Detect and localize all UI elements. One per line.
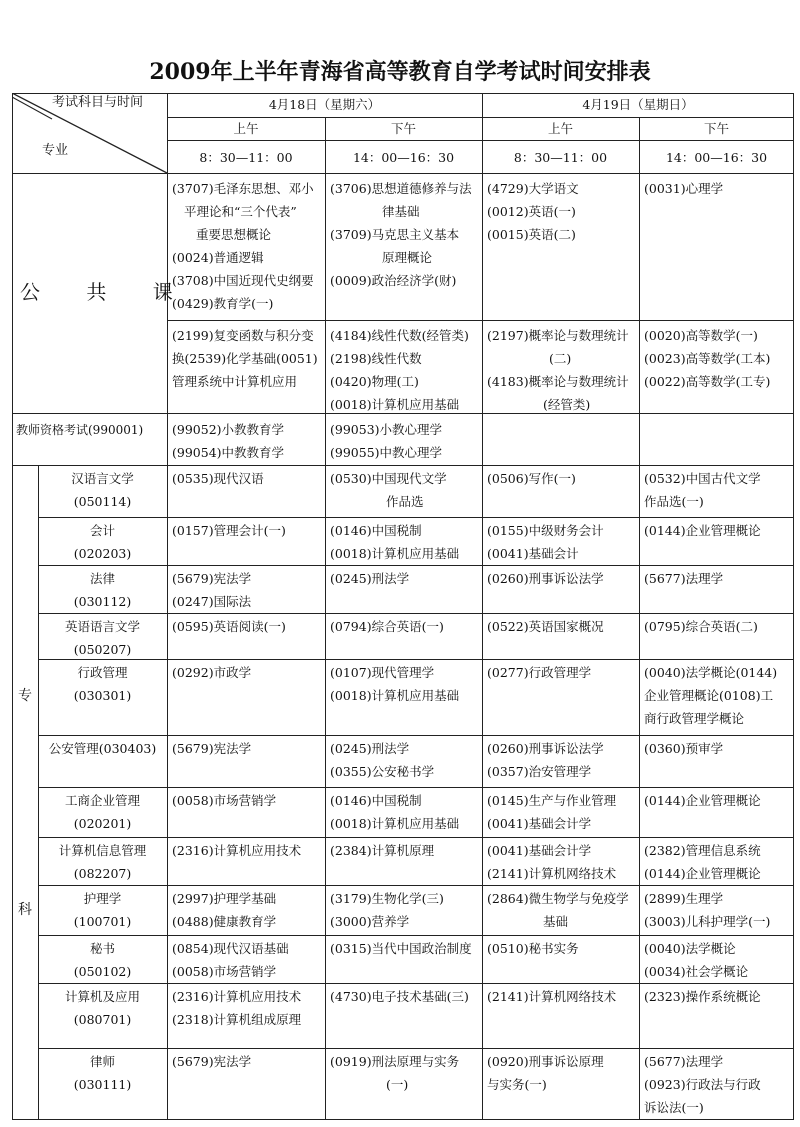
day1-pm-period: 下午	[390, 121, 416, 136]
major-name: 工商企业管理 (020201)	[64, 793, 140, 831]
public-b1-c4: (0031)心理学	[644, 181, 724, 196]
major-exam-cell: (0155)中级财务会计 (0041)基础会计	[487, 523, 604, 561]
major-exam-cell: (0522)英语国家概况	[487, 619, 604, 634]
major-exam-cell: (0919)刑法原理与实务 (一)	[330, 1054, 460, 1092]
rule-right	[793, 93, 794, 1119]
major-exam-cell: (0245)刑法学	[330, 571, 410, 586]
major-exam-cell: (0245)刑法学 (0355)公安秘书学	[330, 741, 435, 779]
rule-major	[38, 1048, 794, 1049]
major-name: 法律 (030112)	[73, 571, 132, 609]
major-exam-cell: (5679)宪法学	[172, 1054, 252, 1069]
public-b2-c3: (2197)概率论与数理统计 (二) (4183)概率论与数理统计 (经管类)	[487, 328, 629, 412]
major-exam-cell: (2384)计算机原理	[330, 843, 435, 858]
major-exam-cell: (0532)中国古代文学 作品选(一)	[644, 471, 761, 509]
major-exam-cell: (2899)生理学 (3003)儿科护理学(一)	[644, 891, 771, 929]
major-exam-cell: (0506)写作(一)	[487, 471, 576, 486]
specialty-label-bottom: 科	[18, 902, 32, 918]
rule-major	[38, 735, 794, 736]
rule-public-split	[167, 320, 794, 321]
major-exam-cell: (0146)中国税制 (0018)计算机应用基础	[330, 523, 460, 561]
day1-date: 4月18日（星期六）	[268, 97, 381, 112]
major-exam-cell: (0260)刑事诉讼法学	[487, 571, 604, 586]
major-exam-cell: (0854)现代汉语基础 (0058)市场营销学	[172, 941, 289, 979]
major-exam-cell: (2316)计算机应用技术	[172, 843, 302, 858]
major-exam-cell: (0040)法学概论(0144) 企业管理概论(0108)工 商行政管理学概论	[644, 665, 778, 726]
major-name: 计算机信息管理 (082207)	[58, 843, 147, 881]
major-exam-cell: (0510)秘书实务	[487, 941, 579, 956]
teacher-c1: (99052)小教教育学 (99054)中教教育学	[172, 422, 285, 460]
major-exam-cell: (0040)法学概论 (0034)社会学概论	[644, 941, 749, 979]
major-exam-cell: (0292)市政学	[172, 665, 252, 680]
major-exam-cell: (5679)宪法学	[172, 741, 252, 756]
major-exam-cell: (2997)护理学基础 (0488)健康教育学	[172, 891, 277, 929]
rule-left	[12, 93, 13, 1119]
major-exam-cell: (2316)计算机应用技术 (2318)计算机组成原理	[172, 989, 302, 1027]
teacher-exam-label: 教师资格考试(990001)	[16, 423, 144, 437]
major-exam-cell: (0535)现代汉语	[172, 471, 264, 486]
major-exam-cell: (0157)管理会计(一)	[172, 523, 286, 538]
day1-am-time: 8：30—11：00	[199, 150, 293, 165]
rule-major	[38, 787, 794, 788]
rule-major	[38, 885, 794, 886]
major-exam-cell: (4730)电子技术基础(三)	[330, 989, 469, 1004]
major-name: 秘书 (050102)	[73, 941, 132, 979]
day2-am-period: 上午	[547, 121, 573, 136]
rule-col	[167, 93, 168, 1119]
major-exam-cell: (2141)计算机网络技术	[487, 989, 617, 1004]
major-exam-cell: (0058)市场营销学	[172, 793, 277, 808]
rule-col	[325, 117, 326, 1119]
teacher-c2: (99053)小教心理学 (99055)中教心理学	[330, 422, 443, 460]
major-name: 英语语言文学 (050207)	[64, 619, 140, 657]
public-b2-c2: (4184)线性代数(经管类) (2198)线性代数 (0420)物理(工) (0018)计算机应用基础	[330, 328, 469, 412]
day2-pm-period: 下午	[703, 121, 729, 136]
corner-bottom-label: 专业	[42, 143, 69, 158]
rule-major	[38, 613, 794, 614]
rule-major	[38, 517, 794, 518]
major-exam-cell: (0795)综合英语(二)	[644, 619, 758, 634]
rule-bottom	[12, 1119, 794, 1120]
rule-major	[38, 837, 794, 838]
schedule-table	[12, 93, 794, 1121]
major-name: 计算机及应用 (080701)	[64, 989, 140, 1027]
day2-pm-time: 14：00—16：30	[665, 150, 768, 165]
major-exam-cell: (3179)生物化学(三) (3000)营养学	[330, 891, 444, 929]
major-exam-cell: (0144)企业管理概论	[644, 793, 761, 808]
major-exam-cell: (0041)基础会计学 (2141)计算机网络技术	[487, 843, 617, 881]
major-name: 律师 (030111)	[73, 1054, 132, 1092]
major-exam-cell: (0794)综合英语(一)	[330, 619, 444, 634]
major-exam-cell: (0144)企业管理概论	[644, 523, 761, 538]
public-course-label: 公 共 课	[20, 280, 193, 304]
rule-teacher-bottom	[12, 465, 794, 466]
day1-am-period: 上午	[233, 121, 259, 136]
rule-period-bottom	[167, 140, 794, 141]
major-exam-cell: (0595)英语阅读(一)	[172, 619, 286, 634]
rule-col	[482, 93, 483, 1119]
rule-col	[639, 117, 640, 1119]
major-exam-cell: (5679)宪法学 (0247)国际法	[172, 571, 252, 609]
corner-top-label: 考试科目与时间	[52, 95, 144, 110]
major-exam-cell: (2323)操作系统概论	[644, 989, 761, 1004]
major-exam-cell: (5677)法理学 (0923)行政法与行政 诉讼法(一)	[644, 1054, 761, 1115]
page-title: 2009年上半年青海省高等教育自学考试时间安排表	[149, 59, 651, 85]
major-exam-cell: (2864)微生物学与免疫学 基础	[487, 891, 629, 929]
rule-major	[38, 565, 794, 566]
rule-major	[38, 983, 794, 984]
public-b1-c1: (3707)毛泽东思想、邓小 平理论和“三个代表” 重要思想概论 (0024)普通逻辑 (3708)中国近现代史纲要 (0429)教育学(一)	[172, 181, 314, 311]
major-exam-cell: (0146)中国税制 (0018)计算机应用基础	[330, 793, 460, 831]
major-exam-cell: (2382)管理信息系统 (0144)企业管理概论	[644, 843, 761, 881]
major-exam-cell: (0920)刑事诉讼原理 与实务(一)	[487, 1054, 604, 1092]
major-exam-cell: (5677)法理学	[644, 571, 724, 586]
major-name: 公安管理(030403)	[48, 741, 157, 756]
day1-pm-time: 14：00—16：30	[352, 150, 455, 165]
public-b2-c4: (0020)高等数学(一) (0023)高等数学(工本) (0022)高等数学(工专)	[644, 328, 771, 389]
major-name: 行政管理 (030301)	[73, 665, 132, 703]
specialty-label-top: 专	[18, 688, 32, 704]
public-b2-c1: (2199)复变函数与积分变 换(2539)化学基础(0051) 管理系统中计算机应用	[172, 328, 318, 389]
public-b1-c2: (3706)思想道德修养与法 律基础 (3709)马克思主义基本 原理概论 (0009)政治经济学(财)	[330, 181, 472, 288]
day2-date: 4月19日（星期日）	[582, 97, 694, 112]
major-name: 护理学 (100701)	[73, 891, 132, 929]
major-name: 汉语言文学 (050114)	[71, 471, 134, 509]
day2-am-time: 8：30—11：00	[513, 150, 608, 165]
major-exam-cell: (0145)生产与作业管理 (0041)基础会计学	[487, 793, 617, 831]
major-exam-cell: (0315)当代中国政治制度	[330, 941, 472, 956]
major-exam-cell: (0360)预审学	[644, 741, 724, 756]
major-name: 会计 (020203)	[73, 523, 132, 561]
major-exam-cell: (0277)行政管理学	[487, 665, 592, 680]
public-b1-c3: (4729)大学语文 (0012)英语(一) (0015)英语(二)	[487, 181, 579, 242]
major-exam-cell: (0107)现代管理学 (0018)计算机应用基础	[330, 665, 460, 703]
major-exam-cell: (0530)中国现代文学 作品选	[330, 471, 447, 509]
major-exam-cell: (0260)刑事诉讼法学 (0357)治安管理学	[487, 741, 604, 779]
rule-major	[38, 935, 794, 936]
